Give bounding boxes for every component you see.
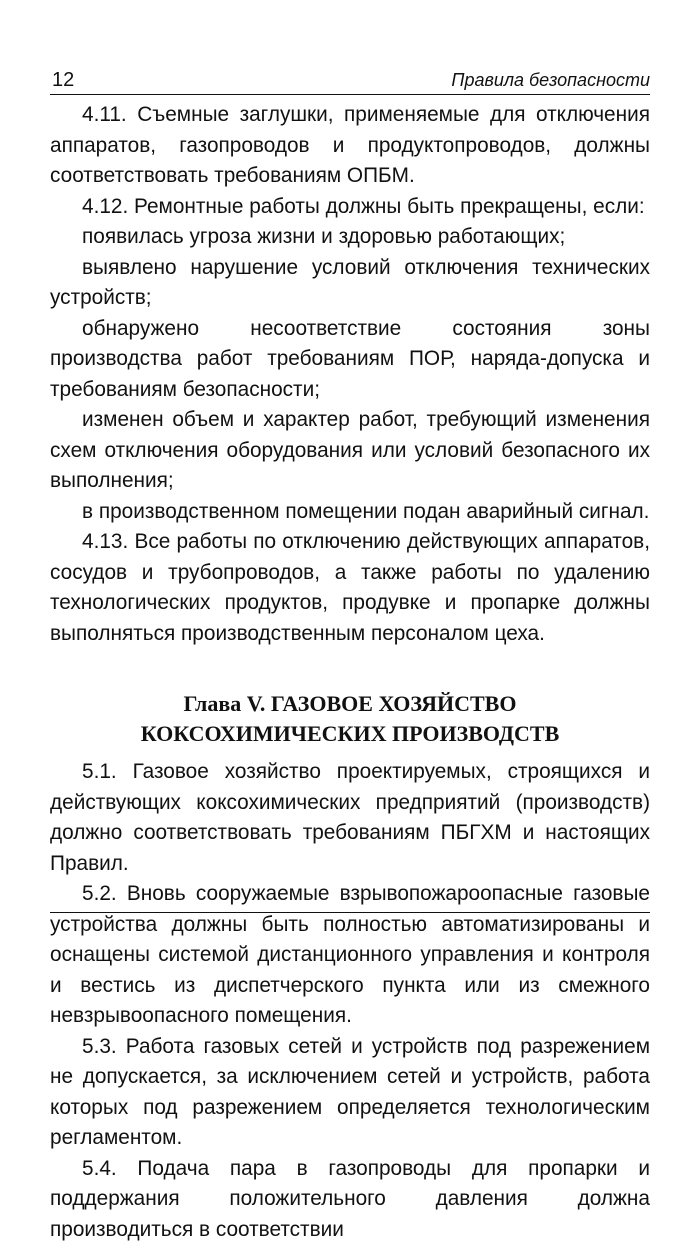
list-item: изменен объем и характер работ, требующий изменения схем отключения оборудования или условий безопасного их выполнения;: [50, 405, 650, 497]
footer-divider: [50, 912, 650, 913]
chapter-heading: [50, 689, 650, 749]
running-title: Правила безопасности: [451, 70, 650, 91]
paragraph-5-1: 5.1. Газовое хозяйство проектируемых, строящихся и действующих коксохимических предприятий (производств) должно соответствовать требованиям ПБГХМ и настоящих Правил.: [50, 757, 650, 879]
page-header: [50, 68, 650, 95]
paragraph-5-2: 5.2. Вновь сооружаемые взрывопожароопасные газовые устройства должны быть полностью автоматизированы и оснащены системой дистанционного управления и контроля и вестись из диспетчерского пункта или из смежного невзрывоопасного помещения.: [50, 879, 650, 1032]
list-item: обнаружено несоответствие состояния зоны производства работ требованиям ПОР, наряда-допуска и требованиям безопасности;: [50, 314, 650, 406]
paragraph-4-13: 4.13. Все работы по отключению действующих аппаратов, сосудов и трубопроводов, а также работы по удалению технологических продуктов, продувке и пропарке должны выполняться производственным персоналом цеха.: [50, 527, 650, 649]
paragraph-4-12: 4.12. Ремонтные работы должны быть прекращены, если:: [50, 192, 650, 223]
paragraph-5-4: 5.4. Подача пара в газопроводы для пропарки и поддержания положительного давления должна производиться в соответствии: [50, 1154, 650, 1245]
chapter-title-line-2: КОКСОХИМИЧЕСКИХ ПРОИЗВОДСТВ: [50, 719, 650, 749]
chapter-title-line-1: Глава V. ГАЗОВОЕ ХОЗЯЙСТВО: [50, 689, 650, 719]
list-item: выявлено нарушение условий отключения технических устройств;: [50, 253, 650, 314]
page-body: [50, 100, 650, 1245]
page-number: 12: [52, 69, 74, 92]
list-item: в производственном помещении подан аварийный сигнал.: [50, 497, 650, 528]
paragraph-5-3: 5.3. Работа газовых сетей и устройств под разрежением не допускается, за исключением сетей и устройств, работа которых под разрежением определяется технологическим регламентом.: [50, 1032, 650, 1154]
paragraph-4-11: 4.11. Съемные заглушки, применяемые для отключения аппаратов, газопроводов и продуктопроводов, должны соответствовать требованиям ОПБМ.: [50, 100, 650, 192]
list-item: появилась угроза жизни и здоровью работающих;: [50, 222, 650, 253]
